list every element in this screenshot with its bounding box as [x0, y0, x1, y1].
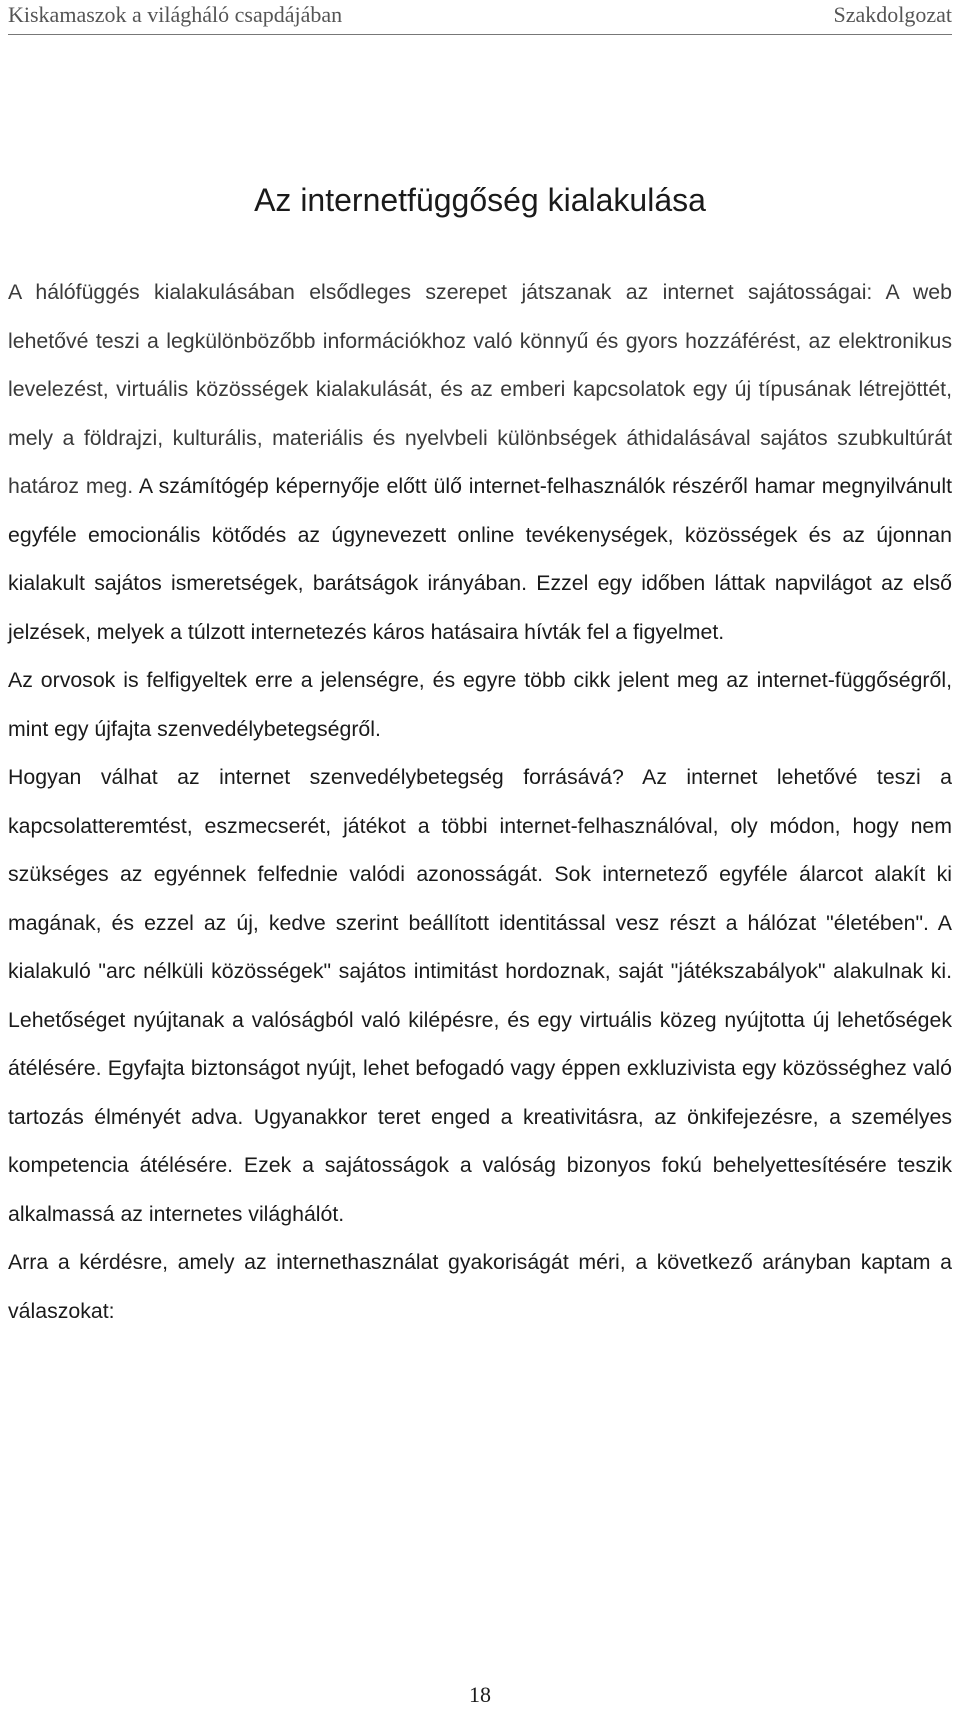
paragraph-doctors: Az orvosok is felfigyeltek erre a jelenségre, és egyre több cikk jelent meg az internet-függőségről, mint egy újfajta szenvedélybetegségről. [8, 668, 952, 741]
paragraph-intro-lead: A hálófüggés kialakulásában elsődleges szerepet játszanak az internet sajátosságai: A web lehetővé teszi a legkülönbözőbb információkhoz való könnyű és gyors hozzáférést, az elektronikus levelezést, virtuális közösségek kialakulását, és az emberi kapcsolatok egy új típusának létrejöttét, mely a földrajzi, kulturális, materiális és nyelvbeli különbségek áthidalásával sajátos szubkultúrát határoz meg. [8, 280, 952, 498]
header-document-title: Kiskamaszok a világháló csapdájában [8, 2, 343, 27]
paragraph-intro [8, 268, 952, 656]
body-text [8, 268, 952, 1335]
paragraph-survey-question: Arra a kérdésre, amely az internethasználat gyakoriságát méri, a következő arányban kaptam a válaszokat: [8, 1250, 952, 1323]
section-title: Az internetfüggőség kialakulása [254, 182, 706, 218]
running-header [8, 2, 952, 30]
header-divider [8, 34, 952, 35]
paragraph-intro-rest: A számítógép képernyője előtt ülő internet-felhasználók részéről hamar megnyilvánult egyféle emocionális kötődés az úgynevezett online tevékenységek, közösségek és az újonnan kialakult sajátos ismeretségek, barátságok irányában. Ezzel egy időben láttak napvilágot az első jelzések, melyek a túlzott internetezés káros hatásaira hívták fel a figyelmet. [8, 474, 952, 644]
paragraph-addiction-source: Hogyan válhat az internet szenvedélybetegség forrásává? Az internet lehetővé teszi a kapcsolatteremtést, eszmecserét, játékot a többi internet-felhasználóval, oly módon, hogy nem szükséges az egyénnek felfednie valódi azonosságát. Sok internetező egyféle álarcot alakít ki magának, és ezzel az új, kedve szerint beállított identitással vesz részt a hálózat "életében". A kialakuló "arc nélküli közösségek" sajátos intimitást hordoznak, saját "játékszabályok" alakulnak ki. Lehetőséget nyújtanak a valóságból való kilépésre, és egy virtuális közeg nyújtotta új lehetőségek átélésére. Egyfajta biztonságot nyújt, lehet befogadó vagy éppen exkluzivista egy közösséghez való tartozás élményét adva. Ugyanakkor teret enged a kreativitásra, az önkifejezésre, a személyes kompetencia átélésére. Ezek a sajátosságok a valóság bizonyos fokú behelyettesítésére teszik alkalmassá az internetes világhálót. [8, 765, 952, 1226]
page-number: 18 [469, 1682, 491, 1707]
header-document-type: Szakdolgozat [833, 2, 952, 27]
